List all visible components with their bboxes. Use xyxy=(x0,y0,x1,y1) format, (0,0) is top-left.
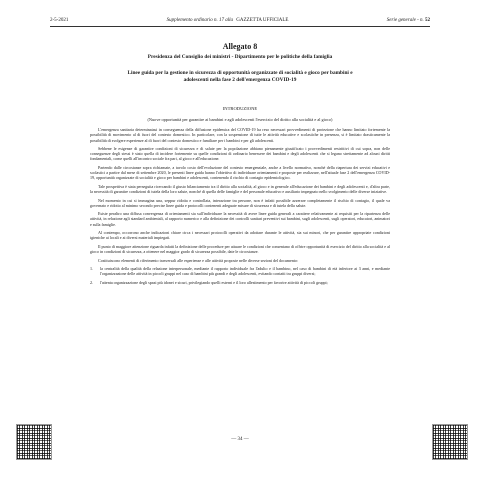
header-supplement: Supplemento ordinario n. 17 alla xyxy=(166,18,233,23)
title-block xyxy=(50,42,430,83)
paragraph: Il punto di maggiore attenzione riguarda infatti la definizione delle procedure per attuare le condizioni che consentano di offrire opportunità di esercizio del diritto alla socialità e al gioco in condizioni di sicurezza, a ottenere nel maggior grado di sicurezza possibile, date le circostanze. xyxy=(90,243,390,255)
header-series-label: Serie generale - n. xyxy=(386,18,424,23)
header-date: 2-5-2021 xyxy=(50,18,69,23)
paragraph: Sebbene le esigenze di garantire condizioni di sicurezza e di salute per la popolazione abbiano pienamente giustificato i provvedimenti restrittivi di cui sopra, non delle conseguenze degli stessi è stato quella di incidere fortemente su quelle condizioni di ordinario benessere dei bambini e degli adolescenti che si legano strettamente ad alcuni diritti fondamentali, come quelli all'incontro sociale fra pari, al gioco e all'educazione. xyxy=(90,145,390,162)
paragraph: Al contempo, occorrono anche indicazioni chiare circa i necessari protocolli operativi da adottare durante le attività, sia sui minori, che per garantire appropriate condizioni igieniche ai locali e ai diversi materiali impiegati. xyxy=(90,230,390,241)
qr-code-icon xyxy=(16,424,52,460)
paragraph: Nel momento in cui si immagina una, seppur ridotta e controllata, interazione tra persone, non è infatti possibile azzerare completamente il rischio di contagio, il quale va governato e ridotto al minimo secondo precise linee guida e protocolli contenenti adeguate misure di sicurezza e di tutela della salute. xyxy=(90,197,390,208)
document-subject: Linee guida per la gestione in sicurezza di opportunità organizzate di socialità e gioco per bambini e adolescenti nella fase 2 dell'emergenza COVID-19 xyxy=(127,70,353,83)
list-item xyxy=(90,266,390,277)
header-series xyxy=(387,18,430,24)
paragraph: Partendo dalle circostanze sopra richiamate, a tavolo costo dell'evoluzione del contesto emergenziale, anche a livello normativo, nonché della riapertura dei servizi educativi e scolastici a partire dal mese di settembre 2020, le presenti linee guida hanno l'obiettivo di individuare orientamenti e proposte per realizzare, nell'attuale fase 2 dell'emergenza COVID-19, opportunità organizzate di socialità e gioco per bambini e adolescenti, contenendo il rischio di contagio epidemiologico. xyxy=(90,164,390,181)
list-item-text: l'attenta organizzazione degli spazi più idonei e sicuri, privilegiando quelli esterni e il loro allestimento per favorire attività di piccoli gruppi; xyxy=(100,279,328,285)
annex-title: Allegato 8 xyxy=(222,42,258,51)
list-item xyxy=(90,280,390,285)
qr-code-icon xyxy=(432,424,468,460)
section-subtitle: (Nuove opportunità per garantire ai bambini e agli adolescenti l'esercizio del diritto alla socialità e al gioco) xyxy=(147,117,333,122)
paragraph: Costituiscono elementi di riferimento trasversali alle esperienze e alle attività proposte nelle diverse sezioni del documento: xyxy=(98,257,299,263)
list-item-number: 1. xyxy=(90,265,94,271)
page-header xyxy=(50,14,430,27)
header-gazette: GAZZETTA UFFICIALE xyxy=(236,18,289,23)
section-heading: INTRODUZIONE xyxy=(222,106,258,111)
paragraph: Esiste peraltro una diffusa convergenza di orientamenti sia sull'individuare la necessità di avere linee guida generali a carattere relativamente ai requisiti per la ripartenza delle attività, in relazione agli standard ambientali, al rapporto numerico e alla definizione dei controlli sanitari preventivi sui bambini, sugli adolescenti, sugli operatori, educatori, animatori e sulla famiglie. xyxy=(90,211,390,227)
header-series-number: 52 xyxy=(424,18,430,23)
list-item-number: 2. xyxy=(90,279,94,285)
document-body xyxy=(90,127,390,288)
list-item-text: la centralità della qualità della relazione interpersonale, mediante il rapporto individuale fra l'adulto e il bambino, nel caso di bambini di età inferiore ai 3 anni, e mediante l'organizzazione delle attività in piccoli gruppi nel caso di bambini più grandi e degli adolescenti, evitando contatti tra gruppi diversi; xyxy=(100,265,390,277)
paragraph: L'emergenza sanitaria determinatasi in conseguenza della diffusione epidemica del COVID-19 ha reso necessari provvedimenti di protezione che hanno limitato fortemente la possibilità di movimento al di fuori del contesto domestico. In particolare, con la sospensione di tutte le attività educative e scolastiche in presenza, si è limitato drasticamente la possibilità di svolgere esperienze al di fuori del contesto domestico e familiare per i bambini e per gli adolescenti. xyxy=(90,127,390,143)
header-publication xyxy=(166,18,290,24)
issuing-authority: Presidenza del Consiglio dei ministri - Dipartimento per le politiche della famiglia xyxy=(147,54,333,60)
page-number: — 34 — xyxy=(231,437,249,442)
paragraph: Tale prospettiva è stata perseguita ricercando il giusto bilanciamento tra il diritto alla socialità, al gioco e in generale all'educazione dei bambini e degli adolescenti e, d'altra parte, la necessità di garantire condizioni di tutela della loro salute, nonché di quella delle famiglie e del personale educativo e ausiliario impegnato nello svolgimento delle diverse iniziative. xyxy=(90,183,390,195)
